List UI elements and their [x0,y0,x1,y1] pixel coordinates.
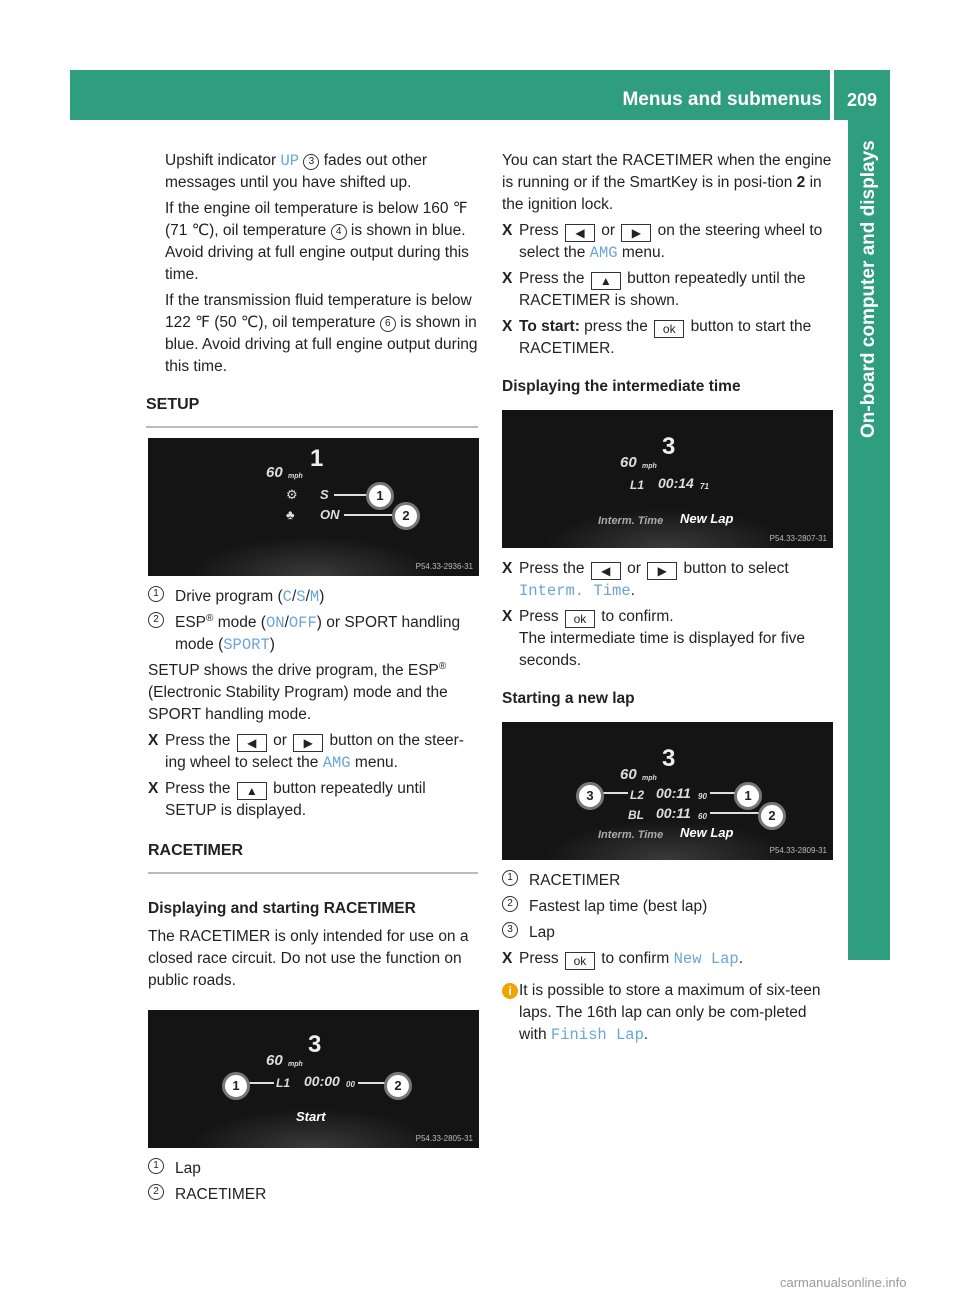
site-watermark: carmanualsonline.info [780,1275,907,1290]
callout-1: 1 [734,782,762,810]
oil-paragraph: If the engine oil temperature is below 160 ℉ (71 ℃), oil temperature 4 is shown in blue. Avoid driving at full engine output during this time. [165,200,469,283]
gear-indicator: 3 [662,745,676,772]
right-column [502,150,832,1050]
setup-step-2: X Press the ▲ button repeatedly until SETUP is displayed. [148,780,426,819]
upshift-code: UP [280,152,300,170]
up-key-icon: ▲ [591,272,621,290]
new-lap-softkey: New Lap [680,511,734,526]
image-code: P54.33-2809-31 [769,846,827,855]
ok-key-icon: ok [654,320,684,338]
step-arrow-icon: X [148,732,159,749]
newlap-step: X Press ok to confirm New Lap. [502,950,744,968]
callout-6-icon: 6 [380,316,396,332]
callout-3: 3 [576,782,604,810]
up-key-icon: ▲ [237,782,267,800]
setup-legend-1: 1 Drive program (C/S/M) [148,586,478,608]
gear-indicator: 1 [310,445,324,472]
info-note: i It is possible to store a maximum of six-teen laps. The 16th lap can only be com-pleted with Finish Lap. [502,980,832,1046]
newlap-legend-2: 2 Fastest lap time (best lap) [502,896,832,918]
left-column [148,150,478,1210]
callout-1: 1 [222,1072,250,1100]
displaying-starting-heading: Displaying and starting RACETIMER [148,900,416,917]
info-icon: i [502,983,518,999]
speed-unit: mph [288,473,303,480]
left-key-icon: ◀ [237,734,267,752]
callout-2: 2 [392,502,420,530]
new-lap-display-image [502,722,833,860]
callout-2: 2 [384,1072,412,1100]
start-step-1: X Press ◀ or ▶ on the steering wheel to select the AMG menu. [502,222,823,262]
right-key-icon: ▶ [647,562,677,580]
transmission-paragraph: If the transmission fluid temperature is below 122 ℉ (50 ℃), oil temperature 6 is shown in blue. Avoid driving at full engine output during this time. [165,292,478,375]
right-key-icon: ▶ [621,224,651,242]
drive-program-value: S [320,487,329,502]
callout-1: 1 [366,482,394,510]
speed-value: 60 [266,1052,283,1069]
setup-legend-2: 2 ESP® mode (ON/OFF) or SPORT handling mode (SPORT) [148,612,478,656]
page-title: Menus and submenus [622,89,822,110]
lap-time-fraction: 71 [700,482,709,491]
esp-icon: ♣ [286,507,295,522]
setup-step-1: X Press the ◀ or ▶ button on the steer-ing wheel to select the AMG menu. [148,732,464,772]
image-code: P54.33-2936-31 [415,562,473,571]
lap-label: L1 [630,478,645,492]
racetimer-intro: The RACETIMER is only intended for use on a closed race circuit. Do not use the function on public roads. [148,928,469,989]
intermediate-time-heading: Displaying the intermediate time [502,378,741,395]
racetimer-start-intro: You can start the RACETIMER when the engine is running or if the SmartKey is in posi-tion 2 in the ignition lock. [502,152,832,213]
interm-time-softkey: Interm. Time [598,829,664,841]
best-lap-time: 00:11 [656,805,691,821]
step-arrow-icon: X [502,560,513,577]
best-lap-time-fraction: 60 [698,812,707,821]
step-arrow-icon: X [502,608,513,625]
setup-description: SETUP shows the drive program, the ESP® (Electronic Stability Program) mode and the SPORT handling mode. [148,660,448,723]
interm-step-1: X Press the ◀ or ▶ button to select Interm. Time. [502,560,789,600]
lap-time-fraction: 00 [346,1080,355,1089]
speed-unit: mph [642,775,657,782]
callout-2: 2 [758,802,786,830]
lap-time: 00:00 [304,1073,340,1089]
speed-unit: mph [642,463,657,470]
speed-value: 60 [620,766,637,783]
ok-key-icon: ok [565,952,595,970]
step-arrow-icon: X [502,270,513,287]
speed-value: 60 [266,464,283,481]
lap-label: L1 [276,1076,291,1090]
drive-program-icon: ⚙ [286,487,298,502]
speed-value: 60 [620,454,637,471]
new-lap-softkey: New Lap [680,825,734,840]
step-arrow-icon: X [502,222,513,239]
section-tab-label: On-board computer and displays [858,140,879,438]
gear-indicator: 3 [308,1031,322,1058]
gear-indicator: 3 [662,433,676,460]
race-legend-2: 2 RACETIMER [148,1184,478,1206]
start-softkey: Start [296,1109,326,1124]
lap-time: 00:14 [658,475,694,491]
upshift-paragraph: Upshift indicator UP 3 fades out other messages until you have shifted up. [165,152,428,191]
interm-step-2: X Press ok to confirm. The intermediate time is displayed for five seconds. [502,608,806,669]
lap-time-fraction: 90 [698,792,707,801]
left-key-icon: ◀ [565,224,595,242]
image-code: P54.33-2807-31 [769,534,827,543]
racetimer-heading: RACETIMER [148,840,478,874]
left-key-icon: ◀ [591,562,621,580]
racetimer-display-image [148,1010,479,1148]
step-arrow-icon: X [502,318,513,335]
lap-label: L2 [630,788,645,802]
newlap-legend-3: 3 Lap [502,922,832,944]
image-code: P54.33-2805-31 [415,1134,473,1143]
lap-time: 00:11 [656,785,691,801]
step-arrow-icon: X [502,950,513,967]
step-arrow-icon: X [148,780,159,797]
callout-4-icon: 4 [331,224,347,240]
callout-3-icon: 3 [303,154,319,170]
interm-time-softkey: Interm. Time [598,515,664,527]
best-lap-label: BL [628,808,644,822]
page-number: 209 [834,70,890,120]
setup-heading: SETUP [146,394,478,428]
ok-key-icon: ok [565,610,595,628]
esp-value: ON [320,507,340,522]
start-step-3: X To start: press the ok button to start the RACETIMER. [502,318,812,357]
speed-unit: mph [288,1061,303,1068]
newlap-legend-1: 1 RACETIMER [502,870,832,892]
new-lap-heading: Starting a new lap [502,690,635,707]
intermediate-display-image [502,410,833,548]
setup-display-image [148,438,479,576]
right-key-icon: ▶ [293,734,323,752]
start-step-2: X Press the ▲ button repeatedly until the RACETIMER is shown. [502,270,806,309]
race-legend-1: 1 Lap [148,1158,478,1180]
